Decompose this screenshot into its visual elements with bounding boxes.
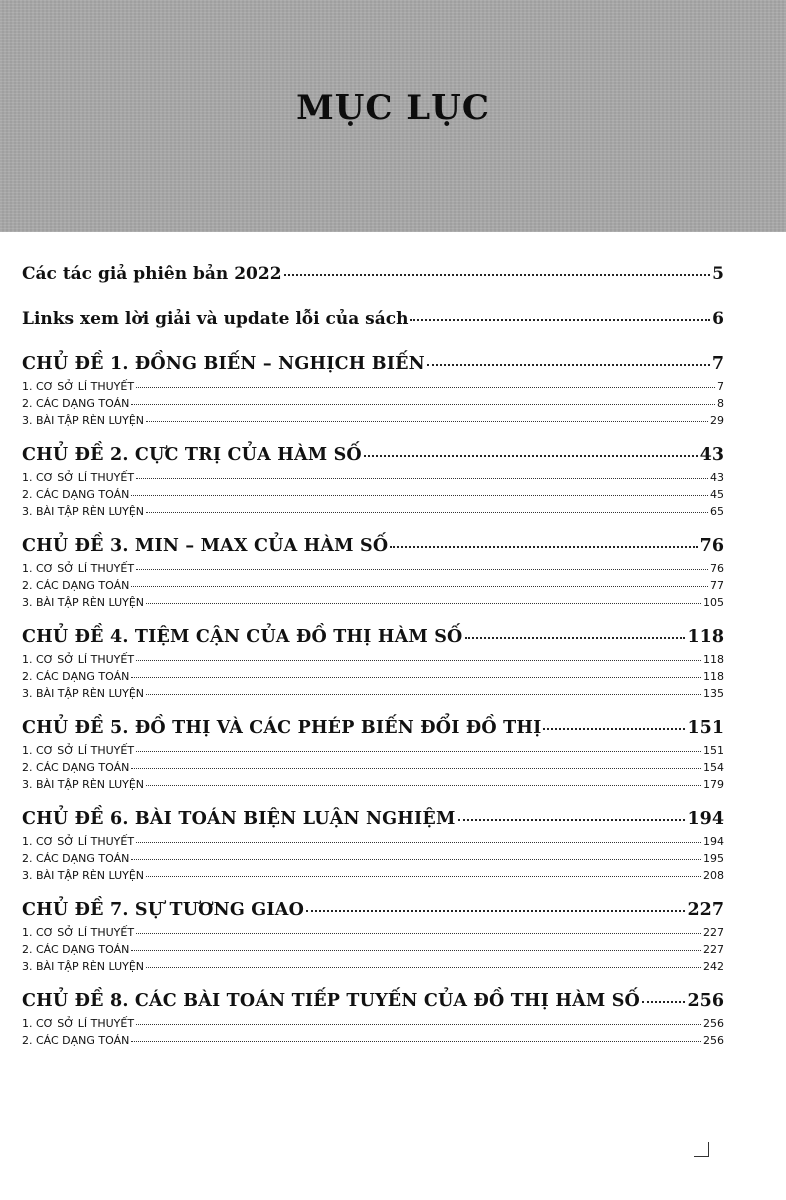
dot-leader [146,785,701,786]
toc-subsection-label: 1. CƠ SỞ LÍ THUYẾT [22,562,135,575]
dot-leader [131,495,708,496]
dot-leader [136,569,708,570]
dot-leader [146,694,701,695]
dot-leader [284,274,711,276]
toc-page-number: 118 [703,653,724,666]
toc-subsection-label: 2. CÁC DẠNG TOÁN [22,670,130,683]
dot-leader [136,387,715,388]
dot-leader [136,933,701,934]
toc-page-number: 77 [710,579,724,592]
toc-page-number: 29 [710,414,724,427]
dot-leader [131,859,701,860]
toc-section-label: CHỦ ĐỀ 5. ĐỒ THỊ VÀ CÁC PHÉP BIẾN ĐỔI ĐỒ THỊ [22,718,542,738]
toc-page-number: 105 [703,596,724,609]
toc-subsection-label: 1. CƠ SỞ LÍ THUYẾT [22,926,135,939]
dot-leader [306,910,685,912]
toc-subsection-row[interactable] [22,596,724,613]
toc-page-number: 256 [687,991,724,1011]
toc-page-number: 6 [712,309,724,329]
toc-subsection-label: 1. CƠ SỞ LÍ THUYẾT [22,471,135,484]
dot-leader [136,1024,701,1025]
toc-subsection-row[interactable] [22,505,724,522]
toc-section-label: CHỦ ĐỀ 3. MIN – MAX CỦA HÀM SỐ [22,536,389,556]
toc-intro-row[interactable] [22,264,724,294]
dot-leader [146,876,701,877]
toc-section-label: CHỦ ĐỀ 7. SỰ TƯƠNG GIAO [22,900,305,920]
toc-page-number: 227 [687,900,724,920]
toc-section-label: CHỦ ĐỀ 8. CÁC BÀI TOÁN TIẾP TUYẾN CỦA ĐỒ THỊ HÀM SỐ [22,991,641,1011]
toc-subsection-row[interactable] [22,670,724,687]
toc-page-number: 65 [710,505,724,518]
dot-leader [136,660,701,661]
toc-page-number: 195 [703,852,724,865]
toc-subsection-label: 3. BÀI TẬP RÈN LUYỆN [22,687,145,700]
toc-page-number: 118 [687,627,724,647]
toc-subsection-row[interactable] [22,414,724,431]
toc-section-row[interactable] [22,536,724,562]
dot-leader [410,319,710,321]
toc-subsection-row[interactable] [22,562,724,579]
toc-entry-label: Links xem lời giải và update lỗi của sách [22,309,409,329]
toc-section-row[interactable] [22,354,724,380]
dot-leader [131,586,708,587]
toc-subsection-label: 2. CÁC DẠNG TOÁN [22,852,130,865]
toc-subsection-row[interactable] [22,579,724,596]
toc-page-number: 208 [703,869,724,882]
toc-subsection-row[interactable] [22,397,724,414]
toc-subsection-label: 2. CÁC DẠNG TOÁN [22,761,130,774]
dot-leader [136,842,701,843]
toc-page-number: 256 [703,1017,724,1030]
toc-section-row[interactable] [22,627,724,653]
toc-section-row[interactable] [22,809,724,835]
toc-page-number: 45 [710,488,724,501]
toc-page-number: 227 [703,926,724,939]
toc-page-number: 151 [703,744,724,757]
toc-page-number: 242 [703,960,724,973]
toc-subsection-label: 2. CÁC DẠNG TOÁN [22,488,130,501]
toc-subsection-row[interactable] [22,852,724,869]
dot-leader [131,768,701,769]
toc-section-label: CHỦ ĐỀ 1. ĐỒNG BIẾN – NGHỊCH BIẾN [22,354,425,374]
toc-section-label: CHỦ ĐỀ 2. CỰC TRỊ CỦA HÀM SỐ [22,445,362,465]
topic-list [22,354,724,1051]
toc-page-number: 7 [711,354,724,374]
toc-section-row[interactable] [22,991,724,1017]
toc-section-row[interactable] [22,718,724,744]
toc-subsection-label: 1. CƠ SỞ LÍ THUYẾT [22,835,135,848]
toc-page-number: 227 [703,943,724,956]
toc-page-number: 76 [699,536,724,556]
toc-page-number: 154 [703,761,724,774]
toc-subsection-row[interactable] [22,943,724,960]
toc-subsection-row[interactable] [22,761,724,778]
toc-subsection-label: 3. BÀI TẬP RÈN LUYỆN [22,414,145,427]
toc-subsection-label: 2. CÁC DẠNG TOÁN [22,943,130,956]
dot-leader [136,478,708,479]
dot-leader [543,728,685,730]
toc-list [22,264,724,1051]
toc-subsection-row[interactable] [22,1017,724,1034]
toc-subsection-label: 1. CƠ SỞ LÍ THUYẾT [22,380,135,393]
toc-subsection-row[interactable] [22,744,724,761]
toc-page-number: 194 [687,809,724,829]
toc-subsection-label: 1. CƠ SỞ LÍ THUYẾT [22,653,135,666]
dot-leader [131,677,701,678]
toc-subsection-row[interactable] [22,488,724,505]
toc-page-number: 8 [717,397,724,410]
toc-subsection-row[interactable] [22,869,724,886]
toc-subsection-label: 3. BÀI TẬP RÈN LUYỆN [22,960,145,973]
dot-leader [146,421,708,422]
dot-leader [146,967,701,968]
dot-leader [131,950,701,951]
toc-subsection-label: 3. BÀI TẬP RÈN LUYỆN [22,505,145,518]
toc-page-number: 43 [699,445,724,465]
toc-subsection-row[interactable] [22,960,724,977]
toc-entry-label: Các tác giả phiên bản 2022 [22,264,282,284]
toc-subsection-row[interactable] [22,835,724,852]
toc-subsection-label: 3. BÀI TẬP RÈN LUYỆN [22,596,145,609]
toc-page-number: 76 [710,562,724,575]
dot-leader [390,546,697,548]
dot-leader [427,364,710,366]
toc-page-number: 7 [717,380,724,393]
toc-subsection-label: 1. CƠ SỞ LÍ THUYẾT [22,744,135,757]
toc-subsection-row[interactable] [22,471,724,488]
toc-section-row[interactable] [22,445,724,471]
toc-section-label: CHỦ ĐỀ 6. BÀI TOÁN BIỆN LUẬN NGHIỆM [22,809,456,829]
toc-subsection-row[interactable] [22,926,724,943]
toc-page-number: 5 [712,264,724,284]
toc-subsection-label: 3. BÀI TẬP RÈN LUYỆN [22,869,145,882]
page-title: MỤC LỤC [296,88,490,128]
dot-leader [642,1001,685,1003]
toc-subsection-row[interactable] [22,778,724,795]
toc-intro-row[interactable] [22,309,724,339]
toc-subsection-row[interactable] [22,1034,724,1051]
toc-page-number: 151 [687,718,724,738]
dot-leader [364,455,698,457]
toc-page-number: 256 [703,1034,724,1047]
toc-subsection-label: 2. CÁC DẠNG TOÁN [22,1034,130,1047]
toc-subsection-label: 1. CƠ SỞ LÍ THUYẾT [22,1017,135,1030]
dot-leader [458,819,686,821]
toc-subsection-label: 2. CÁC DẠNG TOÁN [22,397,130,410]
dot-leader [136,751,701,752]
toc-page-number: 179 [703,778,724,791]
toc-subsection-label: 3. BÀI TẬP RÈN LUYỆN [22,778,145,791]
toc-page-number: 118 [703,670,724,683]
toc-subsection-row[interactable] [22,687,724,704]
toc-section-label: CHỦ ĐỀ 4. TIỆM CẬN CỦA ĐỒ THỊ HÀM SỐ [22,627,463,647]
dot-leader [465,637,686,639]
dot-leader [146,603,701,604]
toc-section-row[interactable] [22,900,724,926]
toc-page-number: 194 [703,835,724,848]
crop-mark [694,1142,709,1157]
toc-page-number: 135 [703,687,724,700]
dot-leader [131,1041,701,1042]
dot-leader [131,404,715,405]
toc-subsection-label: 2. CÁC DẠNG TOÁN [22,579,130,592]
dot-leader [146,512,708,513]
toc-subsection-row[interactable] [22,653,724,670]
toc-page-number: 43 [710,471,724,484]
toc-subsection-row[interactable] [22,380,724,397]
